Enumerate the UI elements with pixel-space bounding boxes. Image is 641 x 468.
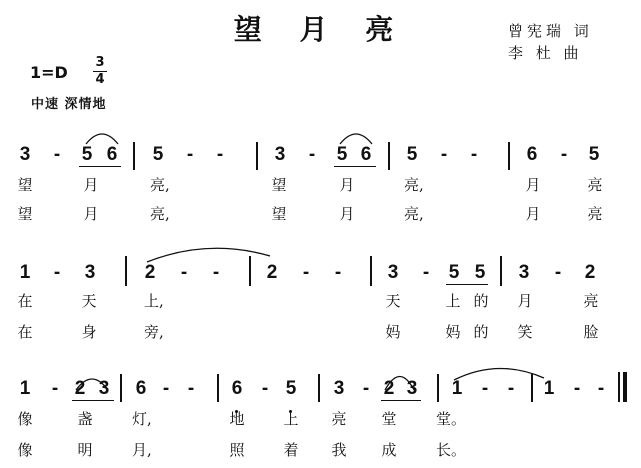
lyric: 在 bbox=[17, 323, 33, 341]
dash: - bbox=[440, 144, 448, 165]
dash: - bbox=[261, 378, 269, 399]
note: 3 bbox=[84, 262, 96, 283]
dash: - bbox=[180, 262, 188, 283]
lyric: 亮 bbox=[587, 176, 603, 194]
bar-line bbox=[217, 374, 219, 402]
lyric: 像 bbox=[17, 441, 33, 459]
lyric: 月 bbox=[339, 176, 355, 194]
lyric: 上 bbox=[283, 410, 299, 428]
bar-line bbox=[133, 142, 135, 170]
dash: - bbox=[53, 144, 61, 165]
dash: - bbox=[51, 378, 59, 399]
lyric: 望 bbox=[271, 176, 287, 194]
lyric: 明 bbox=[77, 441, 93, 459]
note: 5 bbox=[152, 144, 164, 165]
dash: - bbox=[53, 262, 61, 283]
lyric: 盏 bbox=[77, 410, 93, 428]
bar-line bbox=[120, 374, 122, 402]
note: 5 bbox=[448, 262, 460, 283]
lyric: 月 bbox=[525, 176, 541, 194]
lyric: 月, bbox=[132, 441, 152, 459]
bar-line bbox=[437, 374, 439, 402]
dash: - bbox=[422, 262, 430, 283]
lyric: 身 bbox=[81, 323, 97, 341]
lyric: 亮 bbox=[331, 410, 347, 428]
bar-line bbox=[500, 256, 502, 286]
lyric: 着 bbox=[283, 441, 299, 459]
lyric: 像 bbox=[17, 410, 33, 428]
beam-underline bbox=[79, 166, 121, 167]
note: 1 bbox=[19, 262, 31, 283]
note: 1 bbox=[451, 378, 463, 399]
note: 5 bbox=[81, 144, 93, 165]
dash: - bbox=[302, 262, 310, 283]
note: 5 bbox=[588, 144, 600, 165]
note: 5 bbox=[285, 378, 297, 399]
note: 5 bbox=[474, 262, 486, 283]
lyric: 亮 bbox=[587, 205, 603, 223]
dash: - bbox=[362, 378, 370, 399]
bar-line bbox=[370, 256, 372, 286]
lyric: 上, bbox=[144, 292, 164, 310]
lyric: 望 bbox=[17, 205, 33, 223]
note: 5 bbox=[336, 144, 348, 165]
note: 6 bbox=[360, 144, 372, 165]
lyric: 亮 bbox=[583, 292, 599, 310]
lyric: 月 bbox=[517, 292, 533, 310]
bar-line bbox=[388, 142, 390, 170]
lyric: 月 bbox=[525, 205, 541, 223]
beam-underline bbox=[381, 400, 421, 401]
final-bar-line-thick bbox=[623, 372, 627, 402]
final-bar-line-thin bbox=[618, 372, 620, 402]
dash: - bbox=[597, 378, 605, 399]
time-signature-top: 3 bbox=[95, 55, 105, 70]
beam-underline bbox=[72, 400, 114, 401]
dash: - bbox=[212, 262, 220, 283]
lyric: 在 bbox=[17, 292, 33, 310]
note: 3 bbox=[274, 144, 286, 165]
dash: - bbox=[186, 144, 194, 165]
bar-line bbox=[318, 374, 320, 402]
tempo-marking: 中速 深情地 bbox=[31, 97, 107, 112]
lyric: 照 bbox=[229, 441, 245, 459]
lyric: 月 bbox=[83, 205, 99, 223]
note: 3 bbox=[406, 378, 418, 399]
dash: - bbox=[573, 378, 581, 399]
dash: - bbox=[162, 378, 170, 399]
slur bbox=[340, 134, 372, 144]
note: 1 bbox=[543, 378, 555, 399]
lyric: 笑 bbox=[517, 323, 533, 341]
lyric: 我 bbox=[331, 441, 347, 459]
note: 2 bbox=[144, 262, 156, 283]
tie bbox=[147, 248, 270, 262]
lyric: 堂。 bbox=[436, 410, 467, 428]
note: 6 bbox=[106, 144, 118, 165]
note: 6 bbox=[231, 378, 243, 399]
lyric: 妈 bbox=[445, 323, 461, 341]
lyric: 妈 bbox=[385, 323, 401, 341]
bar-line bbox=[531, 374, 533, 402]
lyric: 天 bbox=[385, 292, 401, 310]
lyric: 月 bbox=[339, 205, 355, 223]
note: 1 bbox=[19, 378, 31, 399]
bar-line bbox=[125, 256, 127, 286]
note: 6 bbox=[526, 144, 538, 165]
beam-underline bbox=[446, 284, 488, 285]
dash: - bbox=[334, 262, 342, 283]
note: 3 bbox=[387, 262, 399, 283]
lyric: 长。 bbox=[436, 441, 467, 459]
note: 5 bbox=[406, 144, 418, 165]
lyric: 的 bbox=[473, 292, 489, 310]
dash: - bbox=[308, 144, 316, 165]
dash: - bbox=[481, 378, 489, 399]
lyric: 月 bbox=[83, 176, 99, 194]
note: 3 bbox=[19, 144, 31, 165]
time-signature-bottom: 4 bbox=[95, 72, 105, 87]
lyric: 的 bbox=[473, 323, 489, 341]
note: 2 bbox=[383, 378, 395, 399]
note: 6 bbox=[135, 378, 147, 399]
lyric: 成 bbox=[381, 441, 397, 459]
dash: - bbox=[187, 378, 195, 399]
lyric: 亮, bbox=[404, 205, 424, 223]
bar-line bbox=[256, 142, 258, 170]
lyric: 灯, bbox=[132, 410, 152, 428]
note: 3 bbox=[333, 378, 345, 399]
note: 3 bbox=[98, 378, 110, 399]
dash: - bbox=[470, 144, 478, 165]
dash: - bbox=[507, 378, 515, 399]
lyric: 地 bbox=[229, 410, 245, 428]
composer-credit: 李 杜 曲 bbox=[508, 44, 583, 62]
song-title: 望 月 亮 bbox=[233, 13, 408, 46]
key-signature: 1=D bbox=[30, 63, 68, 82]
dash: - bbox=[560, 144, 568, 165]
bar-line bbox=[508, 142, 510, 170]
dash: - bbox=[554, 262, 562, 283]
lyric: 望 bbox=[271, 205, 287, 223]
lyric: 旁, bbox=[144, 323, 164, 341]
lyricist-credit: 曾宪瑞 词 bbox=[508, 22, 593, 40]
lyric: 脸 bbox=[583, 323, 599, 341]
lyric: 亮, bbox=[150, 176, 170, 194]
note: 2 bbox=[584, 262, 596, 283]
lyric: 亮, bbox=[150, 205, 170, 223]
lyric: 上 bbox=[445, 292, 461, 310]
lyric: 天 bbox=[81, 292, 97, 310]
lyric: 堂 bbox=[381, 410, 397, 428]
lyric: 亮, bbox=[404, 176, 424, 194]
note: 3 bbox=[518, 262, 530, 283]
note: 2 bbox=[266, 262, 278, 283]
bar-line bbox=[249, 256, 251, 286]
note: 2 bbox=[74, 378, 86, 399]
dash: - bbox=[216, 144, 224, 165]
slur bbox=[86, 134, 118, 144]
lyric: 望 bbox=[17, 176, 33, 194]
beam-underline bbox=[334, 166, 376, 167]
